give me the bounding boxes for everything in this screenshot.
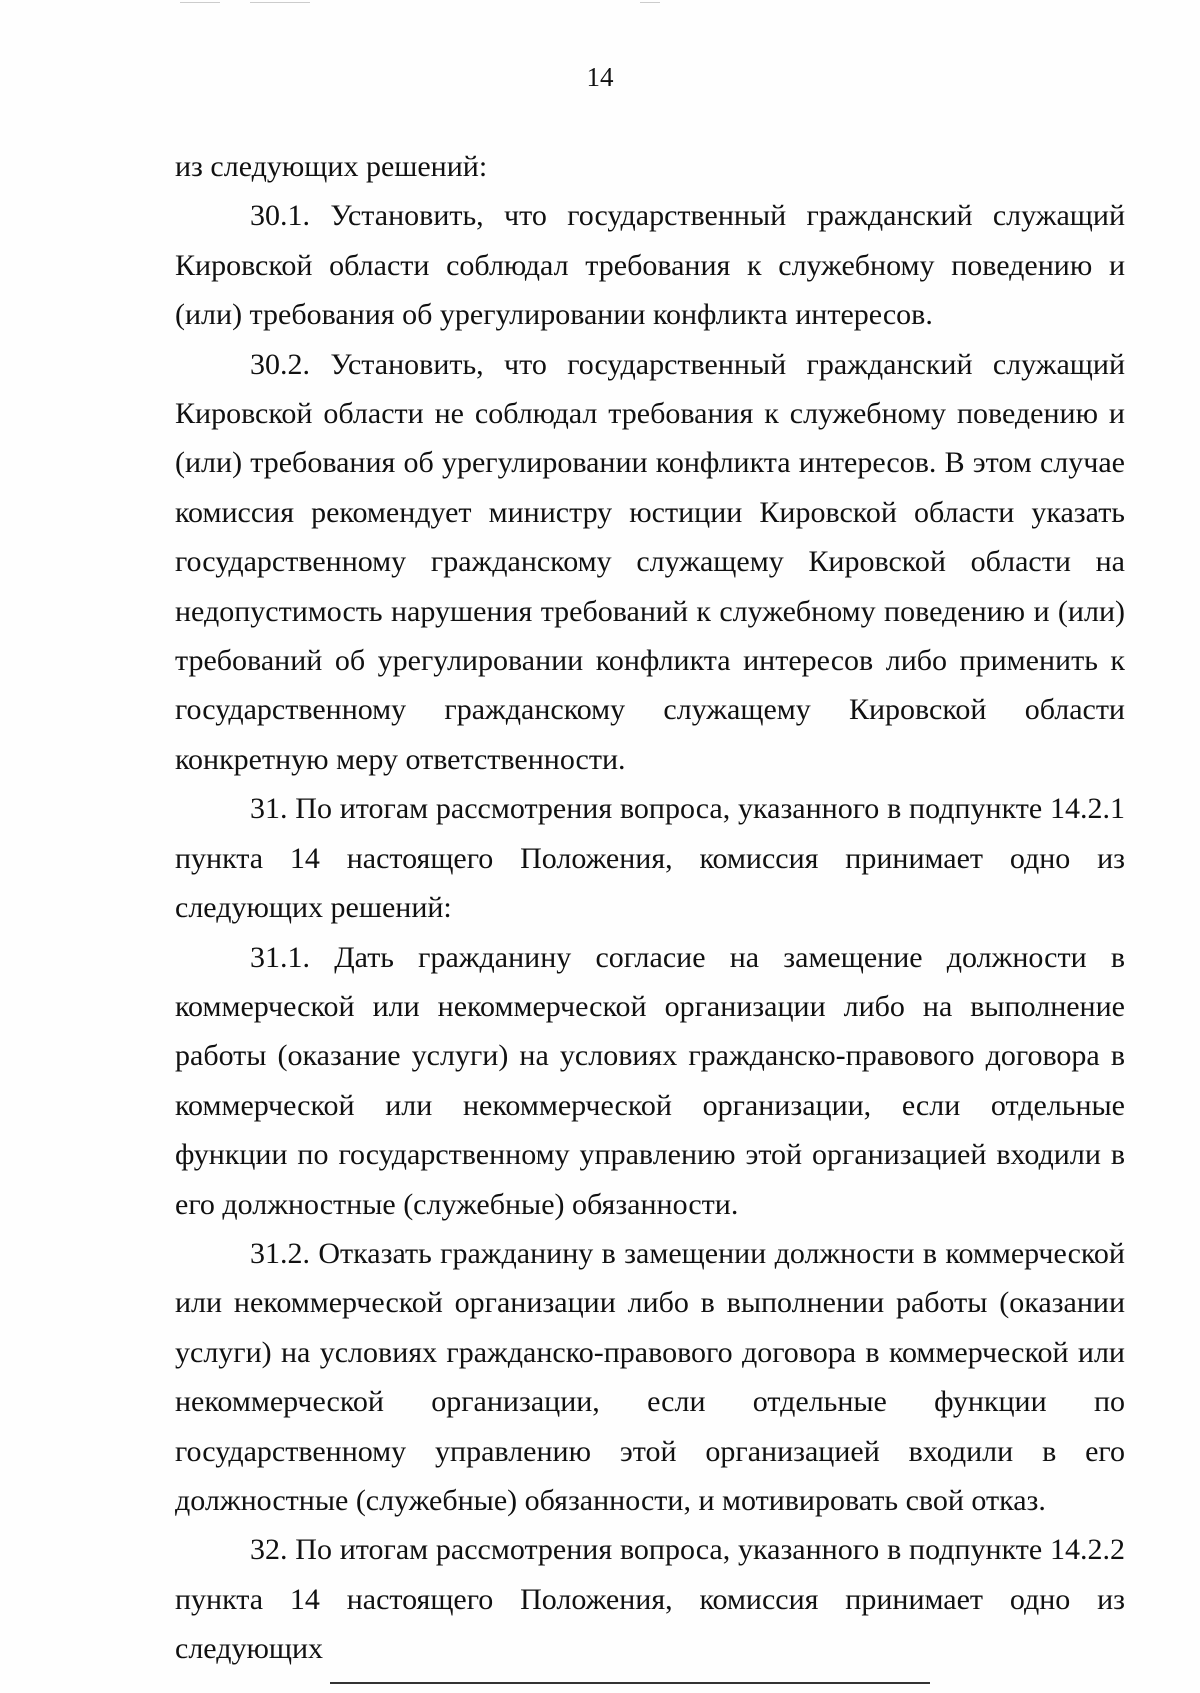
paragraph-32: 32. По итогам рассмотрения вопроса, указанного в подпункте 14.2.2 пункта 14 настоящего Положения, комиссия принимает одно из следующих (175, 1533, 1125, 1666)
paragraph-31: 31. По итогам рассмотрения вопроса, указанного в подпункте 14.2.1 пункта 14 настоящего Положения, комиссия принимает одно из следующих решений: (175, 792, 1125, 925)
paragraph-continuation: из следующих решений: (175, 150, 488, 183)
footer-rule (330, 1682, 930, 1684)
scan-artifact (250, 2, 310, 3)
page-number: 14 (586, 62, 614, 92)
paragraph-30-1: 30.1. Установить, что государственный гражданский служащий Кировской области соблюдал требования к служебному поведению и (или) требования об урегулировании конфликта интересов. (175, 199, 1125, 332)
paragraph-31-1: 31.1. Дать гражданину согласие на замещение должности в коммерческой или некоммерческой организации либо на выполнение работы (оказание услуги) на условиях гражданско-правового договора в коммерческой или некоммерческой организации, если отдельные функции по государственному управлению этой организацией входили в его должностные (служебные) обязанности. (175, 940, 1125, 1221)
scan-artifact (180, 2, 220, 3)
scan-artifact (640, 2, 660, 3)
paragraph-30-2: 30.2. Установить, что государственный гражданский служащий Кировской области не соблюдал требования к служебному поведению и (или) требования об урегулировании конфликта интересов. В этом случае комиссия рекомендует министру юстиции Кировской области указать государственному гражданскому служащему Кировской области на недопустимость нарушения требований к служебному поведению и (или) требований об урегулировании конфликта интересов либо применить к государственному гражданскому служащему Кировской области конкретную меру ответственности. (175, 347, 1125, 776)
document-body (175, 142, 1125, 1674)
paragraph-31-2: 31.2. Отказать гражданину в замещении должности в коммерческой или некоммерческой организации либо в выполнении работы (оказании услуги) на условиях гражданско-правового договора в коммерческой или некоммерческой организации, если отдельные функции по государственному управлению этой организацией входили в его должностные (служебные) обязанности, и мотивировать свой отказ. (175, 1236, 1125, 1517)
